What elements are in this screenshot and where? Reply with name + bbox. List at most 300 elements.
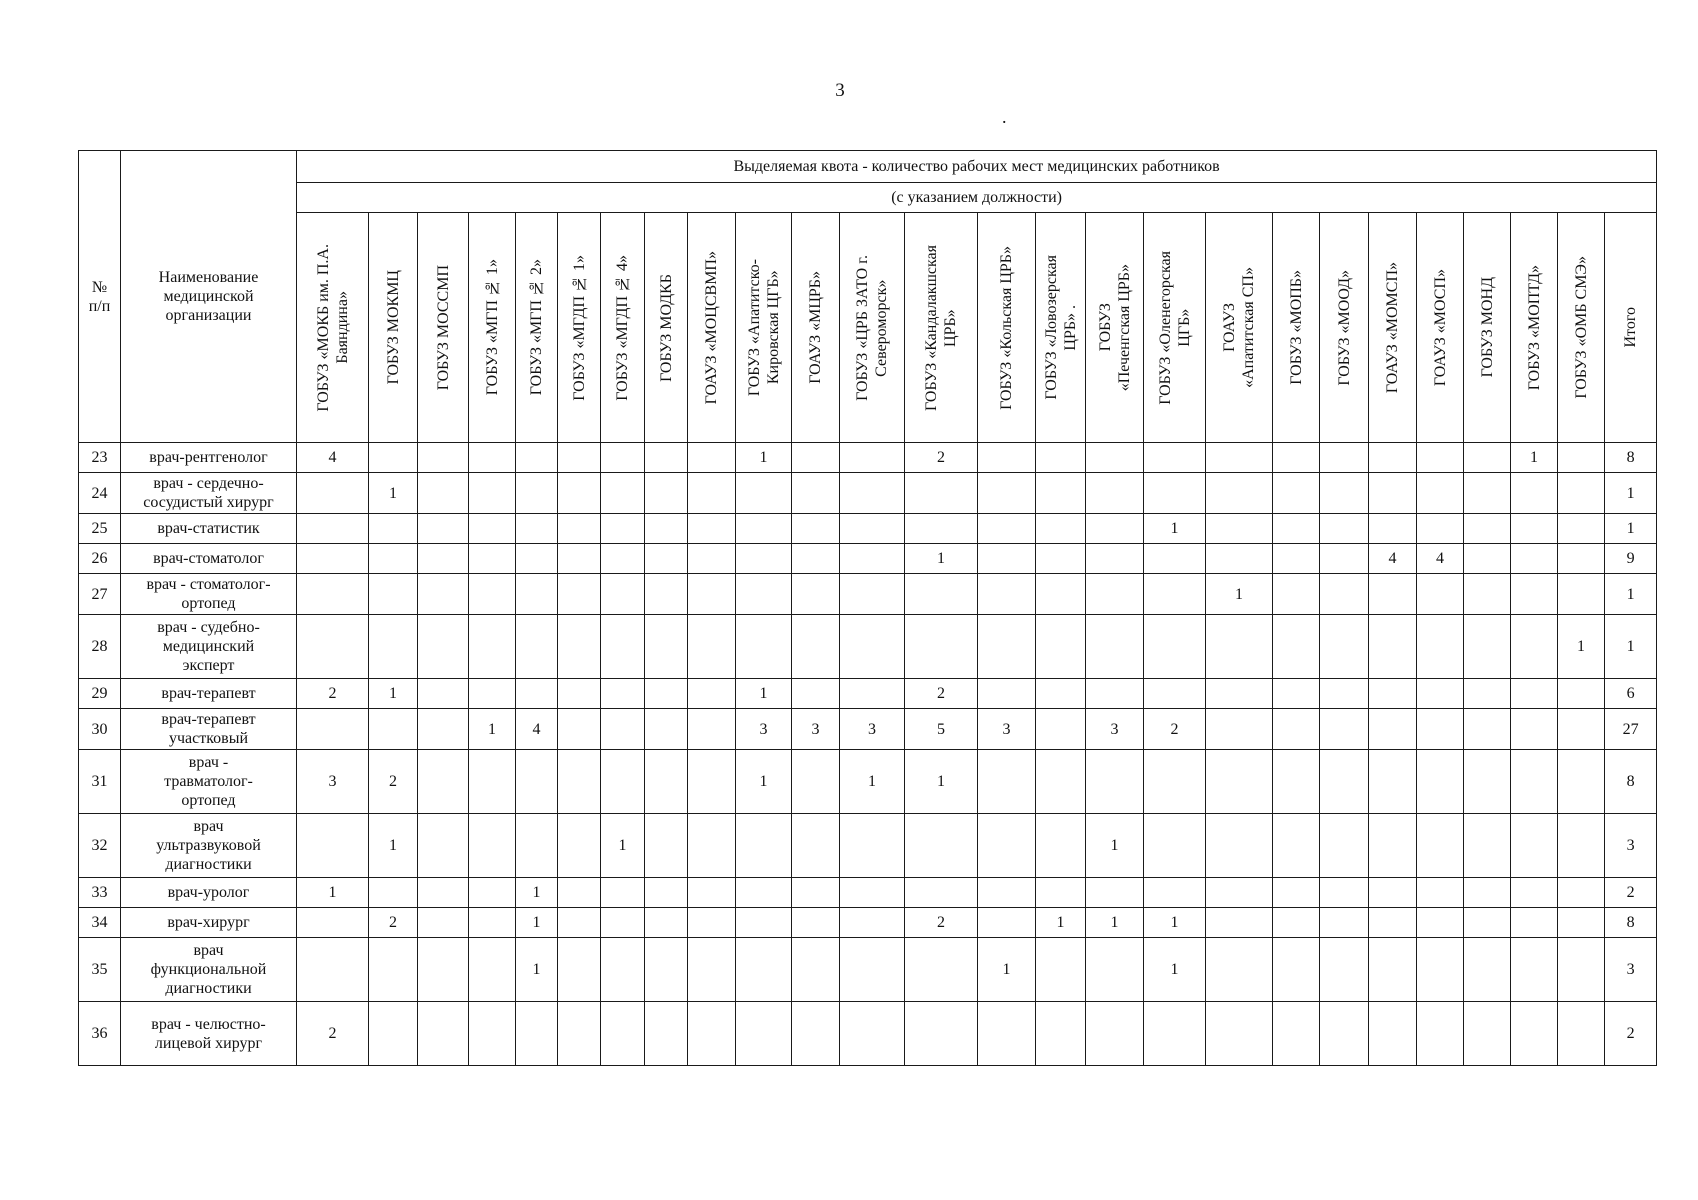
quota-value-cell [558,615,601,679]
quota-value-cell [558,709,601,750]
quota-value-cell [736,574,792,615]
quota-value-cell [1144,615,1206,679]
quota-value-cell [1558,709,1605,750]
position-name-cell: врач-хирург [121,908,297,938]
quota-value-cell [369,574,418,615]
quota-value-cell [1511,908,1558,938]
table-row [79,615,1657,679]
quota-value-cell [1464,443,1511,473]
position-name-cell: врач-статистик [121,514,297,544]
quota-value-cell [1511,938,1558,1002]
quota-value-cell [1558,814,1605,878]
quota-value-cell: 2 [905,679,978,709]
quota-value-cell [601,574,645,615]
quota-value-cell [1320,908,1369,938]
quota-value-cell [1417,938,1464,1002]
quota-value-cell [1369,574,1417,615]
quota-value-cell [1464,1002,1511,1066]
quota-value-cell: 4 [1417,544,1464,574]
quota-value-cell [645,574,688,615]
quota-value-cell: 1 [840,750,905,814]
quota-value-cell: 2 [905,908,978,938]
quota-value-cell: 1 [369,814,418,878]
quota-value-cell [905,878,978,908]
quota-value-cell [645,1002,688,1066]
position-name-cell: врач - судебно- медицинский эксперт [121,615,297,679]
quota-value-cell [1206,1002,1273,1066]
quota-value-cell [1206,750,1273,814]
organization-column-label: ГОАУЗ «МОСП» [1431,268,1449,387]
quota-value-cell [297,814,369,878]
quota-value-cell [297,709,369,750]
row-total-cell: 8 [1605,908,1657,938]
quota-value-cell: 1 [1036,908,1086,938]
organization-column-label: ГОБУЗ «Апатитско- Кировская ЦГБ» [745,258,782,397]
quota-value-cell [645,443,688,473]
quota-value-cell [601,514,645,544]
row-number-cell: 35 [79,938,121,1002]
quota-value-cell [736,514,792,544]
row-number-cell: 29 [79,679,121,709]
quota-value-cell [1273,615,1320,679]
quota-value-cell: 4 [516,709,558,750]
quota-value-cell [1464,709,1511,750]
quota-value-cell [1417,574,1464,615]
organization-column-header [840,213,905,443]
quota-value-cell [1558,878,1605,908]
quota-value-cell [1273,514,1320,544]
organization-name-header [121,151,297,443]
position-name-cell: врач - стоматолог- ортопед [121,574,297,615]
quota-value-cell [978,615,1036,679]
quota-value-cell [645,709,688,750]
row-number-cell: 23 [79,443,121,473]
quota-value-cell [1369,473,1417,514]
quota-value-cell [792,615,840,679]
quota-value-cell: 1 [905,750,978,814]
quota-value-cell [1144,679,1206,709]
organization-column-header [516,213,558,443]
quota-value-cell: 1 [978,938,1036,1002]
quota-value-cell [688,814,736,878]
quota-value-cell [1464,574,1511,615]
quota-value-cell [840,443,905,473]
organization-column-header [792,213,840,443]
quota-value-cell [1320,514,1369,544]
quota-value-cell [1206,814,1273,878]
quota-value-cell [840,574,905,615]
quota-value-cell [1417,908,1464,938]
quota-value-cell [1086,544,1144,574]
quota-value-cell [1086,615,1144,679]
quota-value-cell [558,750,601,814]
quota-value-cell [1273,908,1320,938]
quota-value-cell [1036,443,1086,473]
quota-value-cell [905,938,978,1002]
quota-value-cell [792,574,840,615]
quota-value-cell [1558,443,1605,473]
quota-table-body [79,443,1657,1066]
quota-value-cell [297,908,369,938]
organization-column-label: ГОБУЗ «МГП № 2» [528,259,545,396]
quota-value-cell [516,473,558,514]
quota-value-cell [645,814,688,878]
quota-value-cell: 2 [905,443,978,473]
quota-value-cell [1417,750,1464,814]
quota-value-cell [840,514,905,544]
quota-value-cell [1320,938,1369,1002]
quota-value-cell [792,908,840,938]
quota-value-cell [1320,615,1369,679]
quota-value-cell [516,814,558,878]
row-total-cell: 9 [1605,544,1657,574]
quota-value-cell [1511,514,1558,544]
quota-value-cell [369,514,418,544]
quota-value-cell [1369,878,1417,908]
quota-value-cell [558,514,601,544]
quota-value-cell [978,908,1036,938]
quota-value-cell: 5 [905,709,978,750]
quota-value-cell [1036,709,1086,750]
quota-value-cell [369,443,418,473]
organization-column-header [1417,213,1464,443]
position-name-cell: врач - челюстно- лицевой хирург [121,1002,297,1066]
quota-value-cell [1417,615,1464,679]
quota-value-cell [418,878,469,908]
quota-value-cell [601,473,645,514]
quota-value-cell [369,544,418,574]
organization-column-header [1511,213,1558,443]
page-number: 3 [835,80,845,101]
quota-value-cell [645,514,688,544]
quota-value-cell [369,615,418,679]
quota-value-cell [601,443,645,473]
organization-column-label: ГОБУЗ «ЦРБ ЗАТО г. Североморск» [854,254,890,401]
row-number-cell: 24 [79,473,121,514]
organization-column-header [1206,213,1273,443]
quota-value-cell [1036,938,1086,1002]
quota-value-cell [1464,615,1511,679]
quota-value-cell [558,814,601,878]
quota-value-cell: 1 [516,938,558,1002]
quota-value-cell: 1 [736,679,792,709]
quota-value-cell [297,615,369,679]
organization-column-label: ГОБУЗ «МОПТД» [1525,264,1543,391]
organization-column-label: ГОБУЗ МОДКБ [657,273,675,382]
quota-value-cell [1464,514,1511,544]
quota-value-cell [1464,938,1511,1002]
quota-group-subheader: (с указанием должности) [297,183,1657,213]
quota-value-cell [645,750,688,814]
quota-value-cell [601,750,645,814]
quota-value-cell [418,814,469,878]
table-row [79,878,1657,908]
quota-value-cell [905,473,978,514]
organization-column-header [297,213,369,443]
position-name-cell: врач ультразвуковой диагностики [121,814,297,878]
organization-column-header [369,213,418,443]
quota-value-cell [840,615,905,679]
quota-value-cell [1036,574,1086,615]
table-row [79,709,1657,750]
quota-value-cell [1206,615,1273,679]
quota-group-header: Выделяемая квота - количество рабочих мест медицинских работников [297,151,1657,183]
quota-value-cell [1511,1002,1558,1066]
quota-value-cell [736,615,792,679]
quota-value-cell [558,544,601,574]
row-number-cell: 26 [79,544,121,574]
quota-value-cell [516,750,558,814]
quota-value-cell [688,443,736,473]
quota-value-cell [469,878,516,908]
quota-value-cell [1558,908,1605,938]
quota-value-cell [905,1002,978,1066]
quota-value-cell [601,938,645,1002]
quota-value-cell [558,1002,601,1066]
quota-value-cell: 1 [297,878,369,908]
quota-value-cell [1206,679,1273,709]
organization-column-header [1558,213,1605,443]
quota-value-cell [688,908,736,938]
quota-value-cell [840,908,905,938]
quota-value-cell [736,1002,792,1066]
organization-column-header [601,213,645,443]
quota-value-cell [1511,679,1558,709]
organization-column-label: ГОБУЗ «МООД» [1335,269,1353,386]
table-row [79,544,1657,574]
quota-value-cell [1206,709,1273,750]
organization-column-header [1369,213,1417,443]
quota-value-cell [469,1002,516,1066]
position-name-cell: врач-терапевт участковый [121,709,297,750]
quota-value-cell [1086,443,1144,473]
organization-column-label: ГОБУЗ «Оленегорская ЦГБ» [1156,250,1193,405]
quota-value-cell [1206,443,1273,473]
organization-column-header [1086,213,1144,443]
row-number-header [79,151,121,443]
row-number-cell: 25 [79,514,121,544]
quota-table [78,150,1657,1066]
quota-value-cell [418,709,469,750]
quota-value-cell [736,908,792,938]
row-total-cell: 1 [1605,574,1657,615]
quota-value-cell [688,544,736,574]
quota-value-cell [558,938,601,1002]
quota-value-cell [516,1002,558,1066]
organization-column-label: ГОБУЗ «МОКБ им. П.А. Баяндина» [314,243,351,412]
quota-value-cell [792,514,840,544]
organization-column-label: ГОБУЗ МОКМЦ [384,270,402,385]
row-total-cell: 3 [1605,814,1657,878]
quota-value-cell [1320,1002,1369,1066]
quota-value-cell [1511,750,1558,814]
row-total-cell: 27 [1605,709,1657,750]
quota-value-cell [840,814,905,878]
quota-value-cell [469,679,516,709]
quota-value-cell [905,814,978,878]
quota-value-cell [601,709,645,750]
organization-column-label: ГОБУЗ «МОПБ» [1287,270,1305,385]
quota-value-cell [1464,878,1511,908]
quota-value-cell [418,1002,469,1066]
table-row [79,679,1657,709]
quota-value-cell [1036,750,1086,814]
quota-value-cell: 1 [1144,938,1206,1002]
quota-value-cell [469,750,516,814]
quota-value-cell: 1 [736,443,792,473]
quota-value-cell [1086,1002,1144,1066]
quota-value-cell [1558,473,1605,514]
quota-value-cell [1464,750,1511,814]
quota-value-cell [1206,938,1273,1002]
organization-column-label: ГОБУЗ «Печенгская ЦРБ» [1096,263,1133,392]
quota-value-cell [792,750,840,814]
row-number-cell: 27 [79,574,121,615]
quota-value-cell [1369,814,1417,878]
row-total-cell: 1 [1605,514,1657,544]
quota-value-cell [418,750,469,814]
quota-value-cell [688,709,736,750]
organization-column-label: ГОБУЗ «МГП № 1» [483,259,501,396]
quota-value-cell [516,443,558,473]
row-total-cell: 2 [1605,878,1657,908]
row-number-cell: 28 [79,615,121,679]
quota-value-cell: 1 [601,814,645,878]
organization-column-label: ГОАУЗ «Апатитская СП» [1221,267,1257,388]
quota-value-cell [469,574,516,615]
quota-value-cell [645,908,688,938]
quota-value-cell [645,938,688,1002]
quota-value-cell [1558,544,1605,574]
quota-value-cell [1511,544,1558,574]
quota-value-cell [1558,750,1605,814]
quota-value-cell [1369,615,1417,679]
quota-value-cell [688,938,736,1002]
quota-value-cell [840,544,905,574]
quota-value-cell: 1 [516,908,558,938]
row-total-cell: 8 [1605,750,1657,814]
quota-value-cell [601,1002,645,1066]
quota-value-cell: 1 [736,750,792,814]
organization-column-header [558,213,601,443]
quota-value-cell [469,514,516,544]
position-name-cell: врач-уролог [121,878,297,908]
quota-value-cell [1144,750,1206,814]
quota-value-cell [1320,544,1369,574]
quota-value-cell [469,443,516,473]
quota-value-cell [1558,574,1605,615]
quota-value-cell: 2 [297,679,369,709]
quota-value-cell [840,473,905,514]
quota-value-cell [469,473,516,514]
quota-value-cell: 3 [297,750,369,814]
quota-value-cell [1464,544,1511,574]
quota-value-cell [1558,1002,1605,1066]
quota-value-cell [418,544,469,574]
quota-value-cell [1086,938,1144,1002]
quota-value-cell [1273,443,1320,473]
page-mark: . [1002,107,1007,127]
quota-value-cell [1511,878,1558,908]
row-number-cell: 31 [79,750,121,814]
quota-value-cell: 1 [469,709,516,750]
organization-column-label: ГОБУЗ «Ловозерская ЦРБ» . [1042,255,1079,400]
quota-value-cell [516,544,558,574]
quota-value-cell [905,574,978,615]
quota-value-cell: 4 [297,443,369,473]
quota-value-cell [1558,938,1605,1002]
quota-value-cell [978,750,1036,814]
quota-value-cell [1273,938,1320,1002]
quota-value-cell [418,473,469,514]
quota-value-cell [792,679,840,709]
quota-value-cell: 1 [1511,443,1558,473]
quota-value-cell [1206,544,1273,574]
quota-value-cell [978,1002,1036,1066]
quota-value-cell [1558,514,1605,544]
row-total-cell: 1 [1605,473,1657,514]
organization-column-label: ГОБУЗ МОНД [1478,277,1496,378]
quota-value-cell [645,878,688,908]
quota-value-cell [297,514,369,544]
quota-value-cell: 1 [1206,574,1273,615]
quota-value-cell [1144,544,1206,574]
quota-value-cell [978,473,1036,514]
row-total-cell: 2 [1605,1002,1657,1066]
quota-value-cell [1511,814,1558,878]
position-name-cell: врач-стоматолог [121,544,297,574]
quota-value-cell [792,878,840,908]
organization-column-label: ГОБУЗ «Кольская ЦРБ» [998,245,1015,410]
quota-value-cell [1369,709,1417,750]
table-row [79,574,1657,615]
organization-column-header [978,213,1036,443]
position-name-cell: врач-терапевт [121,679,297,709]
quota-value-cell [1511,574,1558,615]
row-number-cell: 36 [79,1002,121,1066]
quota-value-cell [1036,878,1086,908]
organization-column-label: ГОБУЗ «ОМБ СМЭ» [1572,256,1590,399]
quota-value-cell [1417,679,1464,709]
quota-value-cell [1036,473,1086,514]
organization-column-header [1273,213,1320,443]
organization-column-label: ГОБУЗ «Кандалакшская ЦРБ» [923,244,959,411]
quota-value-cell [369,878,418,908]
row-number-cell: 30 [79,709,121,750]
quota-value-cell [297,544,369,574]
quota-value-cell [736,544,792,574]
organization-column-label: ГОАУЗ «МОЦСВМП» [703,250,720,405]
organization-name-header-label: Наименование медицинской организации [158,269,259,324]
quota-value-cell [1464,679,1511,709]
quota-value-cell [1086,878,1144,908]
quota-value-cell [792,544,840,574]
quota-value-cell [1369,514,1417,544]
quota-value-cell [792,473,840,514]
quota-value-cell [688,878,736,908]
row-total-cell: 3 [1605,938,1657,1002]
quota-value-cell [1036,679,1086,709]
quota-value-cell [1273,679,1320,709]
quota-value-cell [688,615,736,679]
quota-value-cell [1320,443,1369,473]
quota-value-cell [1417,473,1464,514]
organization-column-header [736,213,792,443]
quota-value-cell [840,1002,905,1066]
quota-value-cell [645,679,688,709]
quota-value-cell [688,1002,736,1066]
quota-value-cell [516,514,558,544]
